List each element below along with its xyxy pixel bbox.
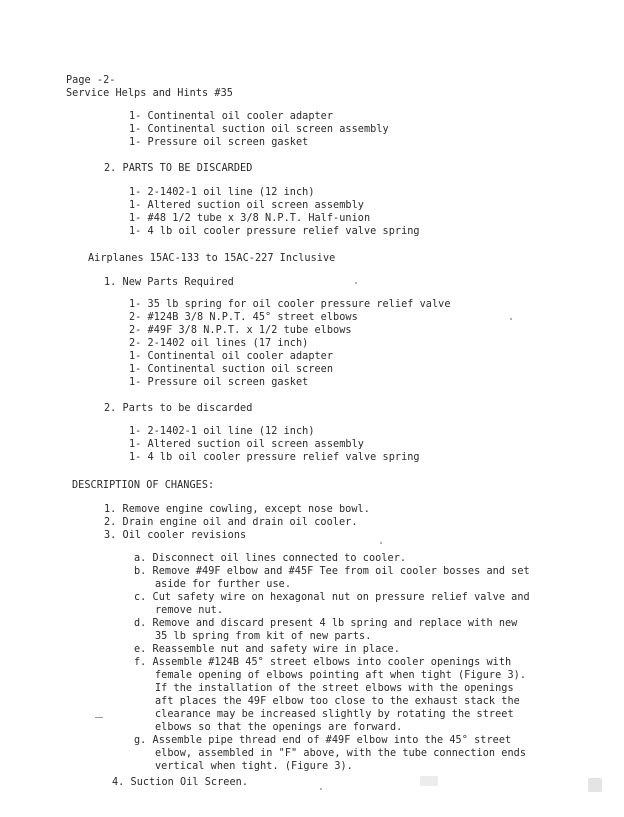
substep-continuation: elbows so that the openings are forward. (155, 722, 403, 733)
substep-continuation: aft places the 49F elbow too close to the exhaust stack the (155, 696, 520, 707)
substep-continuation: aside for further use. (155, 579, 292, 590)
list-item: 1- 4 lb oil cooler pressure relief valve spring (129, 226, 420, 237)
step-item: 1. Remove engine cowling, except nose bowl. (104, 504, 370, 515)
list-item: 1- 2-1402-1 oil line (12 inch) (129, 426, 315, 437)
list-item: 1- 2-1402-1 oil line (12 inch) (129, 187, 315, 198)
scan-speck (380, 542, 382, 544)
list-item: 1- Continental oil cooler adapter (129, 111, 334, 122)
substep-continuation: If the installation of the street elbows with the openings (155, 683, 514, 694)
scan-smudge (588, 778, 602, 792)
scan-smudge (420, 776, 438, 786)
substep-continuation: elbow, assembled in "F" above, with the tube connection ends (155, 748, 527, 759)
list-item: 1- Pressure oil screen gasket (129, 137, 309, 148)
list-item: 1- Continental oil cooler adapter (129, 351, 334, 362)
airplanes-heading: Airplanes 15AC-133 to 15AC-227 Inclusive (88, 253, 336, 264)
substep-item: g. Assemble pipe thread end of #49F elbow into the 45° street (134, 735, 512, 746)
list-item: 1- #48 1/2 tube x 3/8 N.P.T. Half-union (129, 213, 371, 224)
list-item: 1- Altered suction oil screen assembly (129, 439, 364, 450)
substep-continuation: vertical when tight. (Figure 3). (155, 761, 353, 772)
doc-title: Service Helps and Hints #35 (66, 88, 233, 99)
list-item: 1- 35 lb spring for oil cooler pressure relief valve (129, 299, 451, 310)
substep-item: a. Disconnect oil lines connected to cooler. (134, 553, 407, 564)
list-item: 1- Pressure oil screen gasket (129, 377, 309, 388)
list-item: 1- Altered suction oil screen assembly (129, 200, 364, 211)
section-heading: 2. Parts to be discarded (104, 403, 253, 414)
description-heading: DESCRIPTION OF CHANGES: (72, 480, 215, 491)
page-label: Page -2- (66, 75, 116, 86)
list-item: 2- #49F 3/8 N.P.T. x 1/2 tube elbows (129, 325, 352, 336)
scan-speck (355, 282, 357, 284)
scan-mark (95, 717, 103, 718)
substep-item: f. Assemble #124B 45° street elbows into cooler openings with (134, 657, 512, 668)
substep-continuation: remove nut. (155, 605, 224, 616)
scan-speck (510, 318, 512, 320)
substep-item: e. Reassemble nut and safety wire in place. (134, 644, 400, 655)
list-item: 1- 4 lb oil cooler pressure relief valve spring (129, 452, 420, 463)
section-heading: 1. New Parts Required (104, 277, 234, 288)
step-item: 3. Oil cooler revisions (104, 530, 247, 541)
substep-continuation: clearance may be increased slightly by rotating the street (155, 709, 514, 720)
substep-continuation: 35 lb spring from kit of new parts. (155, 631, 372, 642)
substep-item: c. Cut safety wire on hexagonal nut on pressure relief valve and (134, 592, 530, 603)
section-heading: 2. PARTS TO BE DISCARDED (104, 163, 253, 174)
list-item: 2- 2-1402 oil lines (17 inch) (129, 338, 309, 349)
list-item: 1- Continental suction oil screen assembly (129, 124, 389, 135)
list-item: 1- Continental suction oil screen (129, 364, 334, 375)
step-item: 4. Suction Oil Screen. (112, 777, 249, 788)
substep-continuation: female opening of elbows pointing aft when tight (Figure 3). (155, 670, 527, 681)
scan-speck (320, 788, 322, 790)
step-item: 2. Drain engine oil and drain oil cooler. (104, 517, 358, 528)
substep-item: b. Remove #49F elbow and #45F Tee from oil cooler bosses and set (134, 566, 530, 577)
list-item: 2- #124B 3/8 N.P.T. 45° street elbows (129, 312, 358, 323)
substep-item: d. Remove and discard present 4 lb spring and replace with new (134, 618, 518, 629)
